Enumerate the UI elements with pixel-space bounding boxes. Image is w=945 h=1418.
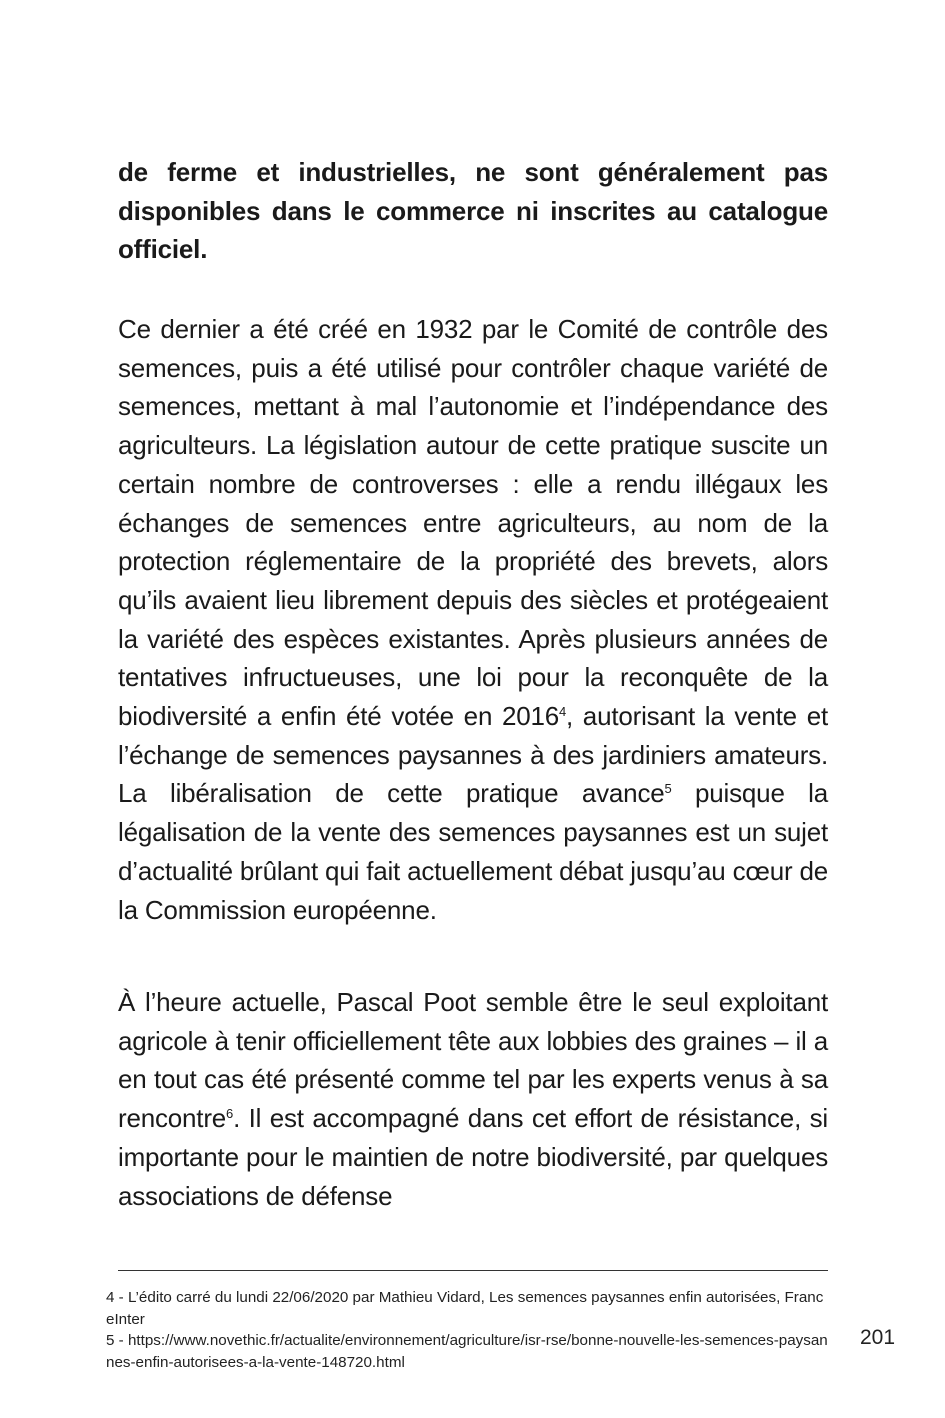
footnotes xyxy=(106,1287,830,1373)
footnote-4: 4 - L’édito carré du lundi 22/06/2020 par Mathieu Vidard, Les semences paysannes enfin autorisées, FranceInter xyxy=(106,1289,824,1328)
paragraph-2-part3: puisque la légalisation de la vente des semences paysannes est un sujet d’actualité brûlant qui fait actuellement débat jusqu’au cœur de la Commission européenne. xyxy=(118,778,829,925)
footnote-ref-5[interactable]: 5 xyxy=(664,781,672,797)
paragraph-2-part2: , autorisant la vente et l’échange de semences paysannes à des jardiniers amateurs. La libéralisation de cette pratique avance xyxy=(118,701,828,809)
footnote-ref-6[interactable]: 6 xyxy=(226,1106,234,1122)
footnote-divider xyxy=(118,1270,828,1271)
paragraph-3-part2: . Il est accompagné dans cet effort de résistance, si importante pour le maintien de notre biodiversité, par quelques associations de défense xyxy=(118,1103,828,1211)
body-paragraph-3 xyxy=(118,983,828,1215)
paragraph-3-part1: À l’heure actuelle, Pascal Poot semble être le seul exploitant agricole à tenir officiellement tête aux lobbies des graines – il a en tout cas été présenté comme tel par les experts venus à sa rencontre xyxy=(118,987,828,1134)
body-paragraph-2-text xyxy=(118,310,828,929)
lead-paragraph-text: de ferme et industrielles, ne sont généralement pas disponibles dans le commerce ni inscrites au catalogue officiel. xyxy=(118,157,828,265)
lead-paragraph xyxy=(118,153,828,269)
page-number: 201 xyxy=(860,1326,896,1349)
body-paragraph-2 xyxy=(118,310,828,929)
footnote-5[interactable]: 5 - https://www.novethic.fr/actualite/environnement/agriculture/isr-rse/bonne-nouvelle-les-semences-paysannes-enfin-autorisees-a-la-vente-148720.html xyxy=(106,1332,828,1371)
body-paragraph-3-text xyxy=(118,983,828,1215)
footnote-ref-4[interactable]: 4 xyxy=(559,704,567,720)
paragraph-2-part1: Ce dernier a été créé en 1932 par le Comité de contrôle des semences, puis a été utilisé pour contrôler chaque variété de semences, mettant à mal l’autonomie et l’indépendance des agriculteurs. La législation autour de cette pratique suscite un certain nombre de controverses : elle a rendu illégaux les échanges de semences entre agriculteurs, au nom de la protection réglementaire de la propriété des brevets, alors qu’ils avaient lieu librement depuis des siècles et protégeaient la variété des espèces existantes. Après plusieurs années de tentatives infructueuses, une loi pour la reconquête de la biodiversité a enfin été votée en 2016 xyxy=(118,314,828,732)
